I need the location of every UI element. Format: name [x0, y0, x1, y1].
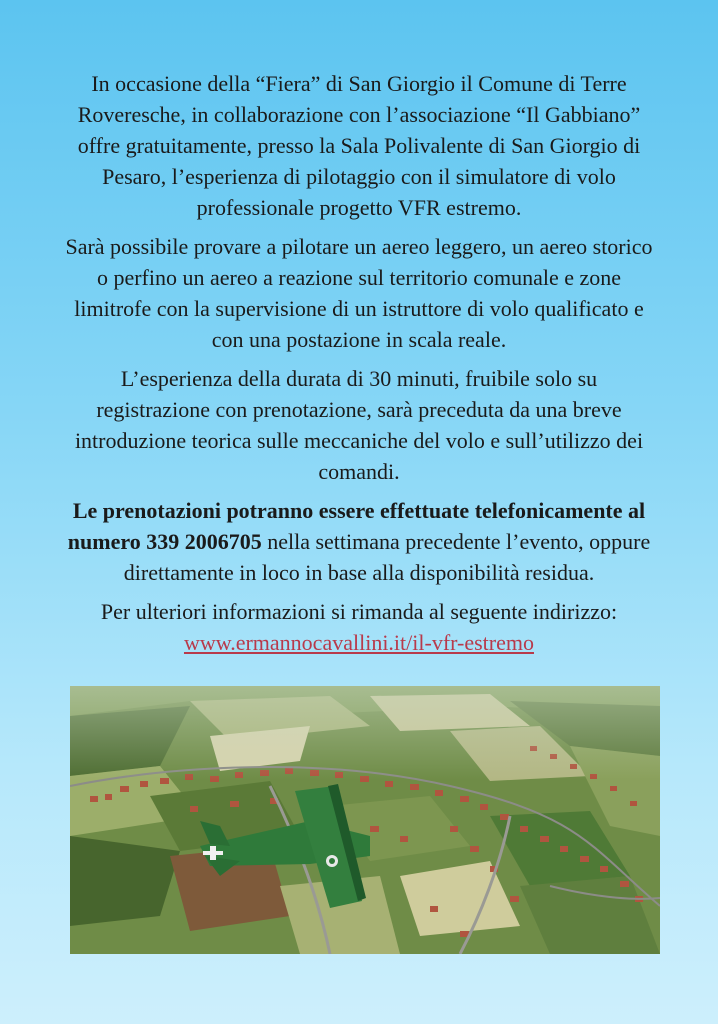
aircraft-paragraph: Sarà possibile provare a pilotare un aereo leggero, un aereo storico o perfino un aereo a reazione sul territorio comunale e zone limitrofe con la supervisione di un istruttore di volo qualificato e con una postazione in scala reale.: [65, 234, 653, 352]
website-link[interactable]: www.ermannocavallini.it/il-vfr-estremo: [183, 630, 534, 655]
flyer-text: [62, 68, 656, 658]
info-text: Per ulteriori informazioni si rimanda al seguente indirizzo:: [100, 599, 618, 624]
aerial-village-photo: [70, 686, 660, 954]
intro-paragraph: In occasione della “Fiera” di San Giorgio il Comune di Terre Roveresche, in collaborazione con l’associazione “Il Gabbiano” offre gratuitamente, presso la Sala Polivalente di San Giorgio di Pesaro, l’esperienza di pilotaggio con il simulatore di volo professionale progetto VFR estremo.: [77, 71, 641, 220]
duration-paragraph: L’esperienza della durata di 30 minuti, fruibile solo su registrazione con prenotazione, sarà preceduta da una breve introduzione teorica sulle meccaniche del volo e sull’utilizzo dei comandi.: [74, 366, 644, 484]
booking-paragraph: [62, 495, 656, 588]
info-paragraph: [62, 596, 656, 658]
booking-phone-text: Le prenotazioni potranno essere effettuate telefonicamente al numero 339 2006705: [67, 498, 646, 554]
booking-rest-text: nella settimana precedente l’evento, oppure direttamente in loco in base alla disponibilità residua.: [123, 529, 651, 585]
